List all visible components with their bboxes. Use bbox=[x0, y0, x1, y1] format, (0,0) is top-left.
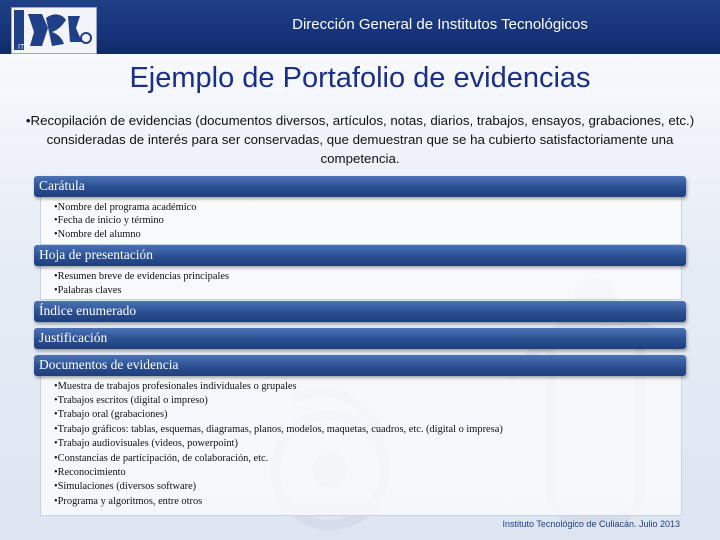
slide-title: Ejemplo de Portafolio de evidencias bbox=[129, 62, 591, 94]
section-label: Hoja de presentación bbox=[39, 247, 153, 262]
section-panel-documentos bbox=[40, 374, 682, 516]
list-item: •Trabajo audiovisuales (videos, powerpoint) bbox=[54, 438, 238, 449]
section-bar-justificacion bbox=[34, 328, 686, 349]
institution-logo bbox=[11, 7, 97, 54]
section-bar-caratula bbox=[34, 176, 686, 197]
list-item: •Simulaciones (diversos software) bbox=[54, 481, 197, 492]
section-bar-indice bbox=[34, 301, 686, 322]
list-item: •Trabajo oral (grabaciones) bbox=[54, 409, 168, 420]
svg-text:ITS: ITS bbox=[18, 44, 29, 51]
footer-text: Instituto Tecnológico de Culiacán. Julio 2013 bbox=[502, 519, 680, 529]
list-item: •Constancias de participación, de colaboración, etc. bbox=[54, 453, 269, 464]
intro-paragraph: •Recopilación de evidencias (documentos diversos, artículos, notas, diarios, trabajos, ensayos, grabaciones, etc.) consideradas de interés para ser conservadas, que demuestran que se ha cubierto satisfactoriamente una competencia. bbox=[25, 113, 695, 166]
list-item: •Programa y algoritmos, entre otros bbox=[54, 496, 203, 507]
section-bar-hoja bbox=[34, 245, 686, 266]
list-item: •Trabajo gráficos: tablas, esquemas, diagramas, planos, modelos, maquetas, cuadros, etc. (digital o impresa) bbox=[54, 424, 503, 435]
section-label: Carátula bbox=[39, 178, 85, 193]
header-title: Dirección General de Institutos Tecnológicos bbox=[292, 16, 588, 33]
section-bar-documentos bbox=[34, 355, 686, 376]
list-item: •Reconocimiento bbox=[54, 467, 126, 478]
list-item: •Palabras claves bbox=[54, 285, 122, 296]
list-item: •Trabajos escritos (digital o impreso) bbox=[54, 395, 208, 406]
section-panel-caratula bbox=[40, 196, 682, 245]
list-item: •Fecha de inicio y término bbox=[54, 215, 164, 226]
section-label: Justificación bbox=[39, 330, 108, 345]
section-panel-hoja bbox=[40, 263, 682, 300]
header-bar bbox=[0, 0, 720, 54]
list-item: •Nombre del programa académico bbox=[54, 202, 197, 213]
list-item: •Muestra de trabajos profesionales individuales o grupales bbox=[54, 381, 297, 392]
section-label: Índice enumerado bbox=[39, 303, 137, 318]
section-label: Documentos de evidencia bbox=[39, 357, 179, 372]
list-item: •Nombre del alumno bbox=[54, 229, 141, 240]
list-item: •Resumen breve de evidencias principales bbox=[54, 271, 230, 282]
